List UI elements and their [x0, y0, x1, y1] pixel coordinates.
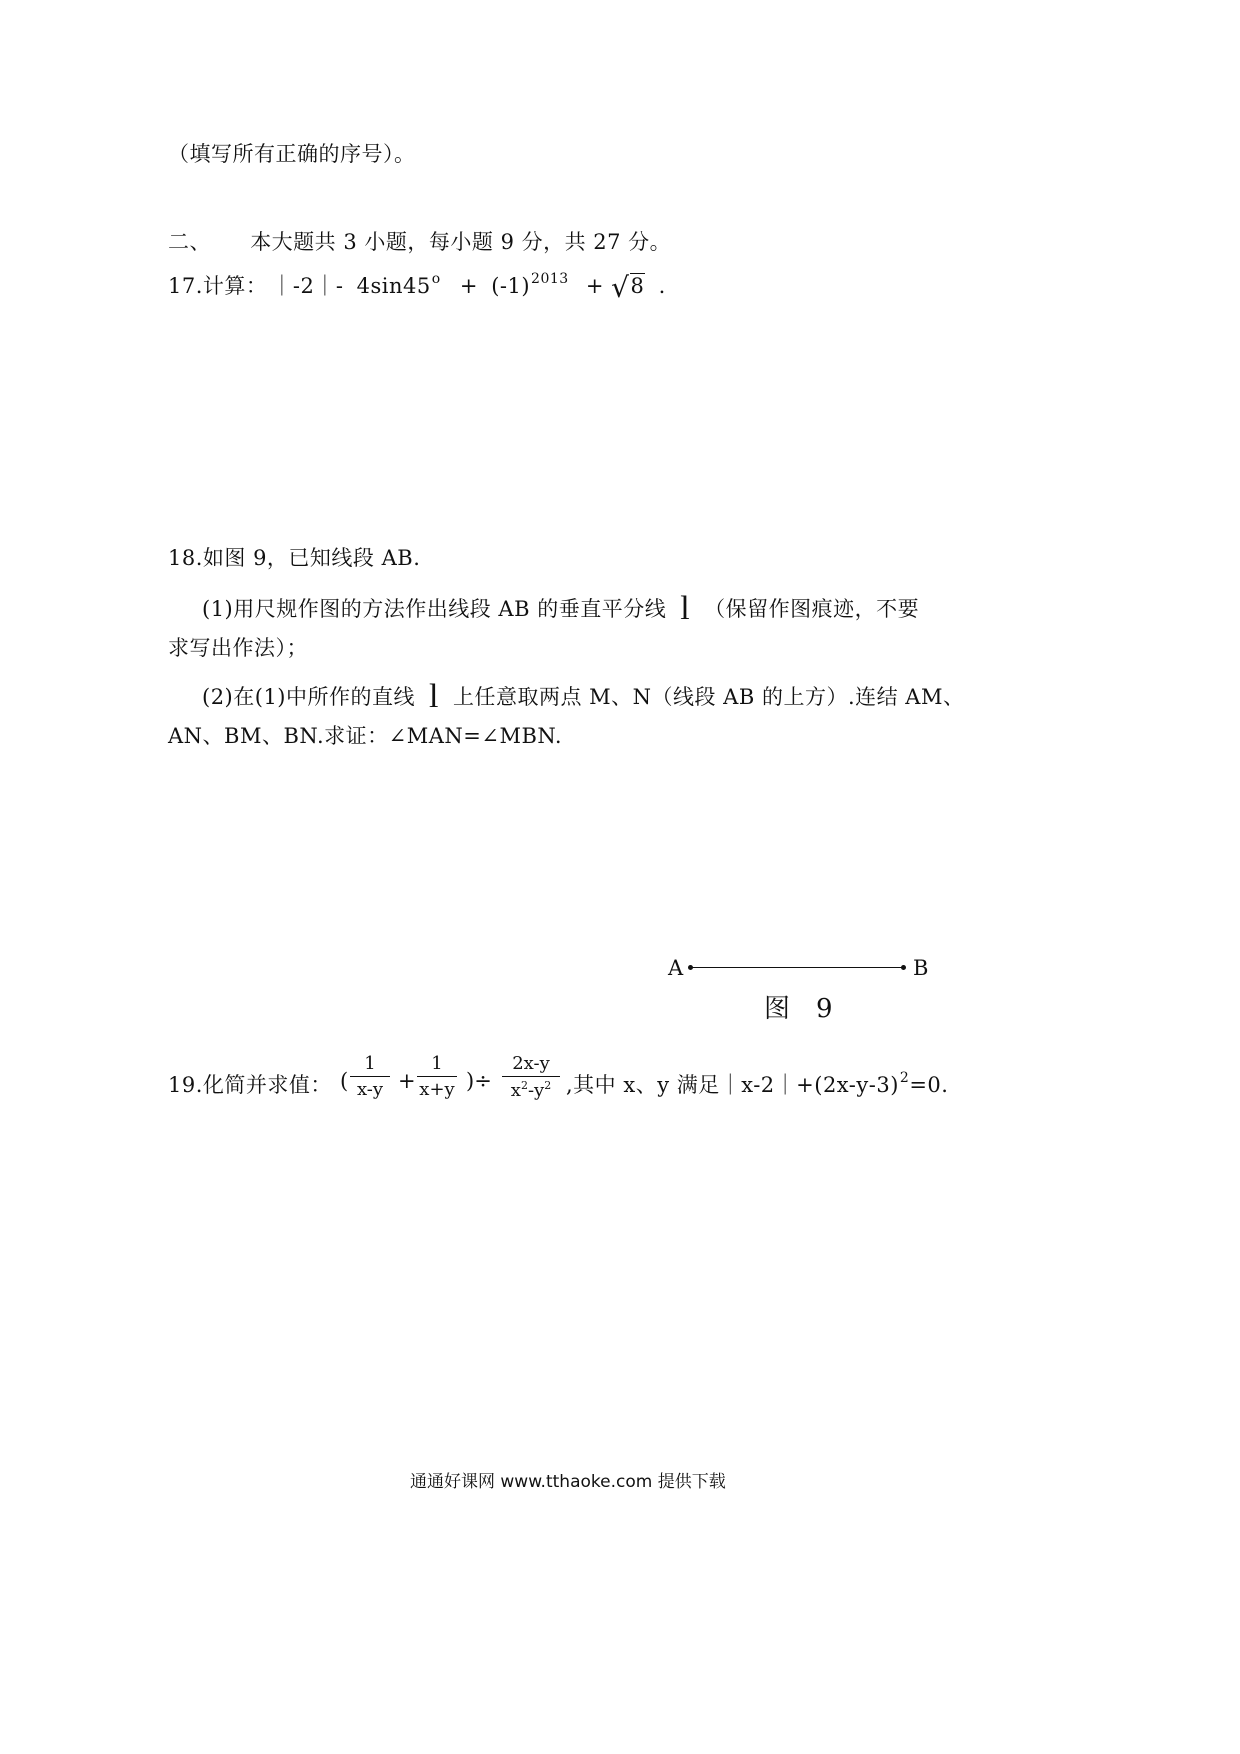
q17-abs-part: ｜-2｜-	[271, 274, 344, 298]
q19-prefix: 19.化简并求值：	[168, 1073, 332, 1097]
segment-ab	[690, 967, 903, 968]
q19-condition	[566, 1069, 948, 1099]
q19-left-paren: (	[340, 1069, 349, 1093]
q19-fraction-2	[417, 1053, 457, 1100]
q19-frac2-numerator: 1	[431, 1053, 443, 1074]
q19-condition-text: ,其中 x、y 满足｜x-2｜+(2x-y-3)	[566, 1073, 899, 1097]
q17-end: .	[658, 274, 666, 298]
q18-stem: 18.如图 9，已知线段 AB.	[168, 546, 421, 570]
figure-caption: 图 9	[764, 994, 833, 1024]
q18-part-1-text: (1)用尺规作图的方法作出线段 AB 的垂直平分线	[202, 597, 667, 621]
top-note: （填写所有正确的序号）。	[168, 142, 416, 166]
page-footer: 通通好课网 www.tthaoke.com 提供下载	[410, 1472, 726, 1492]
q19-frac2-denominator: x+y	[419, 1079, 455, 1100]
q18-part-1-line-2: 求写出作法）；	[168, 636, 308, 660]
q19-plus: +	[398, 1069, 416, 1093]
q19-frac1-numerator: 1	[364, 1053, 376, 1074]
q19-fraction-1	[350, 1053, 390, 1100]
q17-exponent: 2013	[531, 271, 569, 287]
q19-right-paren-divide: )÷	[466, 1069, 492, 1093]
q17-neg-one: (-1)	[491, 274, 531, 298]
q19-condition-end: =0.	[909, 1073, 949, 1097]
q17-sin-part: 4sin45	[356, 274, 431, 298]
point-a-label: A	[668, 956, 684, 980]
q18-part-1	[202, 590, 919, 628]
q19-frac1-denominator: x-y	[356, 1079, 384, 1100]
section-number: 二、	[168, 230, 211, 254]
q19-frac3-bar	[502, 1076, 560, 1077]
q18-part-2-text-after: 上任意取两点 M、N（线段 AB 的上方）.连结 AM、	[452, 685, 965, 709]
q19-frac2-bar	[417, 1076, 457, 1077]
q19-frac1-bar	[350, 1076, 390, 1077]
q17-plus-2: +	[585, 274, 604, 298]
q17-degree: o	[431, 271, 441, 287]
q19-condition-exponent: 2	[899, 1070, 910, 1086]
q18-line-l-symbol: l	[680, 590, 691, 627]
q18-part-2-line-2: AN、BM、BN.求证：∠MAN=∠MBN.	[168, 724, 563, 748]
section-heading-text: 本大题共 3 小题，每小题 9 分，共 27 分。	[250, 230, 672, 254]
q18-part-2	[202, 678, 964, 716]
section-heading	[168, 226, 671, 256]
q17-radicand: 8	[630, 274, 645, 298]
point-b-label: B	[913, 956, 929, 980]
point-b-dot	[901, 965, 906, 970]
q18-part-1-text-after: （保留作图痕迹，不要	[704, 597, 920, 621]
q19-frac3-denominator: $x^2-y^2$	[510, 1079, 552, 1101]
q18-line-l-symbol-2: l	[429, 678, 439, 715]
q18-part-2-text: (2)在(1)中所作的直线	[202, 685, 415, 709]
q19-frac3-numerator: 2x-y	[512, 1053, 550, 1074]
question-17	[168, 270, 666, 304]
q19-fraction-3	[502, 1053, 560, 1101]
q17-plus-1: +	[459, 274, 478, 298]
q17-sqrt-sign: √	[611, 271, 630, 304]
q17-prefix: 17.计算：	[168, 274, 268, 298]
